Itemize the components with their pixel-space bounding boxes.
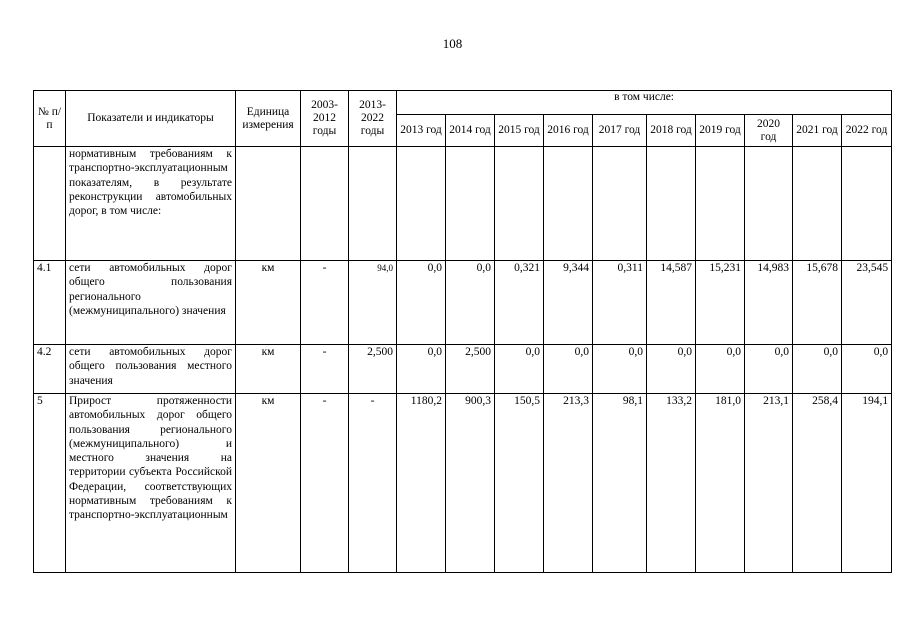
page-number: 108 [442,36,463,51]
row-period2: - [349,394,397,573]
header-year: 2019 год [696,115,745,147]
header-period-2013-2022: 2013-2022 годы [349,91,397,147]
row-value: 0,0 [495,345,544,394]
row-value: 258,4 [793,394,842,573]
header-year: 2022 год [842,115,892,147]
row-value [397,147,446,261]
indicators-table [33,90,892,573]
row-value [446,147,495,261]
header-year: 2021 год [793,115,842,147]
row-indicator: нормативным требованиям к транспортно-эксплуатационным показателям, в результате реконструкции автомобильных дорог, в том числе: [66,147,236,261]
row-value: 23,545 [842,261,892,345]
row-value: 15,678 [793,261,842,345]
header-year: 2014 год [446,115,495,147]
header-year: 2017 год [593,115,647,147]
header-num: № п/п [34,91,66,147]
row-unit: км [236,345,301,394]
row-value: 0,311 [593,261,647,345]
row-unit: км [236,261,301,345]
row-value [495,147,544,261]
header-unit: Единица измерения [236,91,301,147]
row-value [842,147,892,261]
row-period2 [349,147,397,261]
row-unit [236,147,301,261]
row-value [593,147,647,261]
row-value [696,147,745,261]
row-num [34,147,66,261]
row-value: 15,231 [696,261,745,345]
row-indicator: сети автомобильных дорог общего пользования регионального (межмуниципального) значения [66,261,236,345]
row-value [647,147,696,261]
table-row [34,261,892,345]
row-value: 0,0 [647,345,696,394]
row-value: 133,2 [647,394,696,573]
row-period2: 2,500 [349,345,397,394]
row-value: 0,0 [397,345,446,394]
row-value: 98,1 [593,394,647,573]
row-value: 14,587 [647,261,696,345]
row-value: 0,0 [793,345,842,394]
row-num: 4.1 [34,261,66,345]
row-value: 0,0 [745,345,793,394]
header-including: в том числе: [397,91,892,115]
row-value: 213,1 [745,394,793,573]
header-year: 2020 год [745,115,793,147]
row-value: 0,0 [696,345,745,394]
header-year: 2015 год [495,115,544,147]
row-value: 0,0 [593,345,647,394]
row-value [793,147,842,261]
row-value: 2,500 [446,345,495,394]
row-value: 194,1 [842,394,892,573]
header-indicator: Показатели и индикаторы [66,91,236,147]
table-row [34,147,892,261]
row-value: 900,3 [446,394,495,573]
row-indicator: сети автомобильных дорог общего пользования местного значения [66,345,236,394]
row-period1 [301,147,349,261]
header-year: 2016 год [544,115,593,147]
row-indicator: Прирост протяженности автомобильных дорог общего пользования регионального (межмуниципального) и местного значения на территории субъекта Российской Федерации, соответствующих нормативным требованиям к транспортно-эксплуатационным [66,394,236,573]
row-period1: - [301,345,349,394]
row-value: 0,0 [446,261,495,345]
header-year: 2018 год [647,115,696,147]
table-row [34,345,892,394]
row-value: 0,321 [495,261,544,345]
row-period1: - [301,394,349,573]
row-value [745,147,793,261]
row-value: 9,344 [544,261,593,345]
row-value: 14,983 [745,261,793,345]
row-value: 0,0 [397,261,446,345]
row-value [544,147,593,261]
row-period2: 94,0 [349,261,397,345]
header-year: 2013 год [397,115,446,147]
row-value: 0,0 [544,345,593,394]
row-unit: км [236,394,301,573]
row-value: 1180,2 [397,394,446,573]
table-row [34,394,892,573]
row-num: 5 [34,394,66,573]
row-value: 150,5 [495,394,544,573]
row-value: 0,0 [842,345,892,394]
row-period1: - [301,261,349,345]
row-num: 4.2 [34,345,66,394]
header-period-2003-2012: 2003-2012 годы [301,91,349,147]
row-value: 181,0 [696,394,745,573]
row-value: 213,3 [544,394,593,573]
